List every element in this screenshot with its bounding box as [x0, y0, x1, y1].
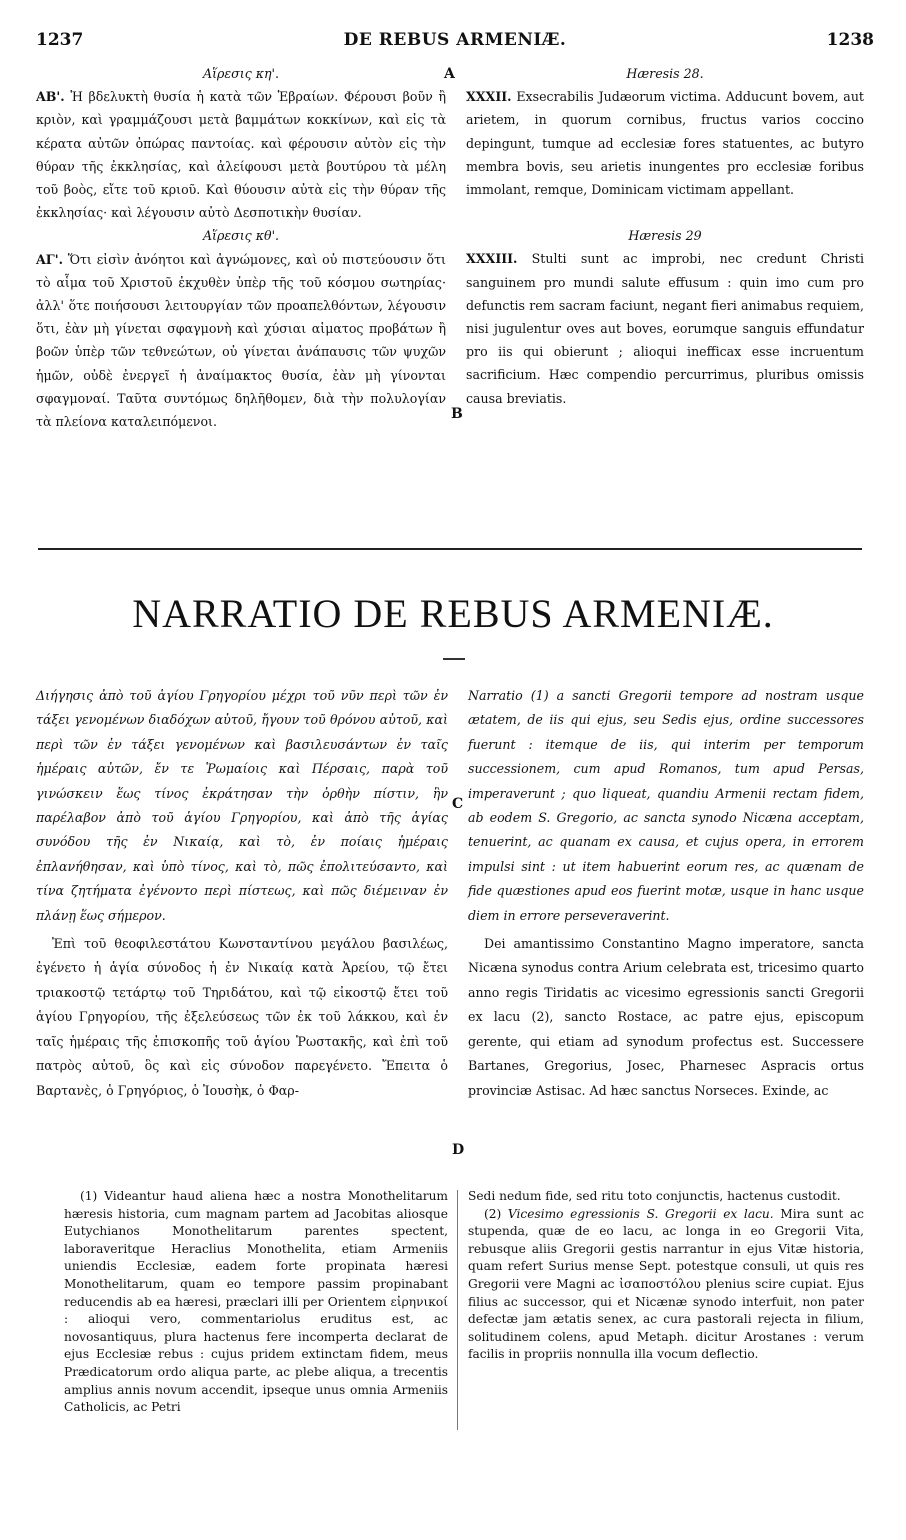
section-number: ΑΒ'. [36, 89, 65, 105]
footnotes-left [64, 1188, 448, 1417]
footnote-column-divider [457, 1190, 458, 1430]
main-title: NARRATIO DE REBUS ARMENIÆ. [132, 591, 774, 636]
running-title: DE REBUS ARMENIÆ. [343, 30, 567, 50]
narratio-body-greek: Ἐπὶ τοῦ θεοφιλεστάτου Κωνσταντίνου μεγάλου βασιλέως, ἐγένετο ἡ ἁγία σύνοδος ἡ ἐν Νικαίᾳ κατὰ Ἀρείου, τῷ ἔτει τριακοστῷ τετάρτῳ τοῦ Τηριδάτου, καὶ τῷ εἰκοστῷ ἔτει τοῦ ἁγίου Γρηγορίου, τῆς ἐξελεύσεως τῶν ἐκ τοῦ λάκκου, καὶ ἐν ταῖς ἡμέραις τῆς ἐπισκοπῆς τοῦ ἁγίου Ῥωστακῆς, καὶ ἐπὶ τοῦ πατρὸς αὐτοῦ, ὃς καὶ εἰς σύνοδον παρεγένετο. Ἔπειτα ὁ Βαρτανὲς, ὁ Γρηγόριος, ὁ Ἰουσὴκ, ὁ Φαρ- [36, 936, 448, 1098]
footnote-1-continuation: Sedi nedum fide, sed ritu toto conjunctis, hactenus custodit. [468, 1189, 841, 1203]
heresy-28-text-latin [466, 85, 864, 201]
page-number-left: 1237 [36, 30, 84, 50]
heresy-28-heading-latin: Hæresis 28. [626, 66, 704, 81]
margin-letter-c: C [452, 796, 464, 812]
paragraph-text: Exsecrabilis Judæorum victima. Adducunt bovem, aut arietem, in quorum cornibus, fructus varios coccino depingunt, tumque ad ecclesiæ fores statuentes, ac butyro membra bovis, seu arietis inungentes pro ecclesiæ foribus immolant, remque, Dominicam victimam appellant. [466, 89, 864, 198]
footnote-2 [468, 1206, 864, 1364]
heresy-29-heading-latin: Hæresis 29 [628, 228, 702, 244]
footnote-2-lemma: Vicesimo egressionis S. Gregorii ex lacu. [507, 1206, 774, 1221]
top-left-column [36, 62, 446, 433]
main-right-column [468, 684, 864, 1103]
footnote-1: (1) Videantur haud aliena hæc a nostra Monothelitarum hæresis historia, cum magnam partem ad Jacobitas aliosque Eutychianos Monothelitarum parentes spectent, laboraveritque Heraclius Monothelita, etiam Armeniis uniendis Ecclesiæ, eadem forte propinata hæresi Monothelitarum, quam eo tempore passim propinabant reducendis ab ea hæresi, præclari illi per Orientem εἰρηνικοί : alioqui vero, commentariolus eruditus est, ac novosantiquus, plura hactenus fere incomperta declarat de ejus Ecclesiæ rebus : cujus pridem extinctam fidem, meus Prædicatorum ordo aliqua parte, ac plebe aliqua, a trecentis amplius annis novum accendit, ipseque unus omnia Armeniis Catholicis, ac Petri [64, 1189, 448, 1415]
title-dash [443, 658, 465, 660]
heresy-29-heading-greek: Αἵρεσις κθ'. [202, 228, 280, 244]
heresy-29-text-greek [36, 248, 446, 434]
heresy-28-text-greek [36, 85, 446, 224]
narratio-intro-latin: Narratio (1) a sancti Gregorii tempore ad nostram usque ætatem, de iis qui ejus, seu Sedis ejus, ordine successores fuerunt : itemque de iis, qui interim per temporum successionem, cum apud Romanos, tum apud Persas, imperaverunt ; quo liqueat, quandiu Armenii rectam fidem, ab eodem S. Gregorio, ac sancta synodo Nicæna acceptam, tenuerint, ac quanam ex causa, et cujus opera, in errorem impulsi sint : ut item habuerint eorum res, ac quænam de fide quæstiones apud eos fuerint motæ, usque in hanc usque diem in errore perseveraverint. [468, 688, 864, 923]
section-number: XXXII. [466, 89, 512, 105]
margin-letter-d: D [452, 1142, 465, 1158]
main-left-column [36, 684, 448, 1103]
paragraph-text: Ἡ βδελυκτὴ θυσία ἡ κατὰ τῶν Ἑβραίων. Φέρουσι βοῦν ἢ κριὸν, καὶ γραμμάζουσι μετὰ βαμμάτων κοκκίνων, καὶ εἰς τὰ κέρατα αὐτῶν ὀπώρας παντοίας. καὶ φέρουσιν αὐτὸν εἰς τὴν θύραν τῆς ἐκκλησίας, καὶ ἀλείφουσι μετὰ βουτύρου τὰ μέλη τοῦ βοὸς, εἴτε τοῦ κριοῦ. Καὶ θύουσιν αὐτὰ εἰς τὴν θύραν τῆς ἐκκλησίας· καὶ λέγουσιν αὐτὸ Δεσποτικὴν θυσίαν. [36, 89, 446, 221]
margin-letter-b: B [451, 406, 463, 422]
section-number: XXXIII. [466, 251, 518, 267]
top-right-column [466, 62, 864, 410]
paragraph-text: Ὅτι εἰσὶν ἀνόητοι καὶ ἀγνώμονες, καὶ οὐ πιστεύουσιν ὅτι τὸ αἷμα τοῦ Χριστοῦ ἐκχυθὲν ὑπὲρ τῆς τοῦ κόσμου σωτηρίας· ἀλλ' ὅτε ποιήσουσι λειτουργίαν τῶν προαπελθόντων, λέγουσιν ὅτι, ἐὰν μὴ γίνεται σφαγμονὴ καὶ χύσιαι αἱματος προβάτων ἢ βοῶν ὑπὲρ τῶν τεθνεώτων, οὐ γίνεται ἀνάπαυσις τῶν ψυχῶν ἡμῶν, οὐδὲ ἐνεργεῖ ἡ ἀναίμακτος θυσία, ἐὰν μὴ γίνονται σφαγμοναί. Ταῦτα συντόμως δηλῆθομεν, διὰ τὴν πολυλογίαν τὰ πλείονα καταλειπόμενοι. [36, 251, 446, 430]
narratio-body-latin: Dei amantissimo Constantino Magno imperatore, sancta Nicæna synodus contra Arium celebrata est, tricesimo quarto anno regis Tiridatis ac vicesimo egressionis sancti Gregorii ex lacu (2), sancto Rostace, ac patre ejus, episcopum gerente, qui etiam ad synodum profectus est. Successere Bartanes, Gregorius, Josec, Pharnesec Aspracis ortus provinciæ Astisac. Ad hæc sanctus Norseces. Exinde, ac [468, 936, 864, 1098]
margin-letter-a: A [444, 66, 455, 82]
page-number-right: 1238 [826, 30, 874, 50]
paragraph-text: Stulti sunt ac improbi, nec credunt Christi sanguinem pro mundi salute effusum : quin imo cum pro defunctis rem sacram faciunt, negant fieri animabus requiem, nisi jugulentur oves aut boves, eorumque sanguis effundatur pro iis qui obierunt ; alioqui inefficax esse incruentum sacrificium. Hæc compendio percurrimus, pluribus omissis causa breviatis. [466, 251, 864, 406]
narratio-intro-greek: Διήγησις ἀπὸ τοῦ ἁγίου Γρηγορίου μέχρι τοῦ νῦν περὶ τῶν ἐν τάξει γενομένων διαδόχων αὐτοῦ, ἤγουν τοῦ θρόνου αὐτοῦ, καὶ περὶ τῶν ἐν τάξει γενομένων καὶ βασιλευσάντων ἐν ταῖς ἡμέραις αὐτῶν, ἔν τε Ῥωμαίοις καὶ Πέρσαις, παρὰ τοῦ γινώσκειν ἕως τίνος ἐκράτησαν τὴν ὀρθὴν πίστιν, ἣν παρέλαβον ἀπὸ τοῦ ἁγίου Γρηγορίου, καὶ ἀπὸ τῆς ἁγίας συνόδου τῆς ἐν Νικαίᾳ, καὶ τὸ, ἐν ποίαις ἡμέραις ἐπλανήθησαν, καὶ ὑπὸ τίνος, καὶ τὸ, πῶς ἐπολιτεύσαντο, καὶ τίνα ζητήματα ἐγένοντο περὶ πίστεως, καὶ πῶς διέμειναν ἐν πλάνῃ ἕως σήμερον. [36, 688, 448, 923]
footnote-2-label: (2) [484, 1206, 502, 1221]
footnote-2-text: Mira sunt ac stupenda, quæ de eo lacu, ac longa in eo Gregorii Vita, rebusque aliis Gregorii gestis narrantur in ejus Vitæ historia, quam refert Surius mense Sept. potestque consuli, ut quis res Gregorii vere Magni ac ἰσαποστόλου plenius scire cupiat. Ejus filius ac successor, qui et Nicænæ synodo interfuit, non pater defectæ jam ætatis senex, ac cura pastorali rejecta in filium, solitudinem colens, apud Metaph. dicitur Arostanes : verum facilis in propriis nonnulla illa vocum deflectio. [468, 1206, 864, 1362]
heresy-29-text-latin [466, 247, 864, 409]
section-number: ΑΓ'. [36, 251, 63, 267]
heresy-28-heading-greek: Αἵρεσις κη'. [202, 66, 280, 81]
running-head [36, 30, 874, 56]
footnotes-right [468, 1188, 864, 1364]
section-rule [38, 548, 862, 550]
